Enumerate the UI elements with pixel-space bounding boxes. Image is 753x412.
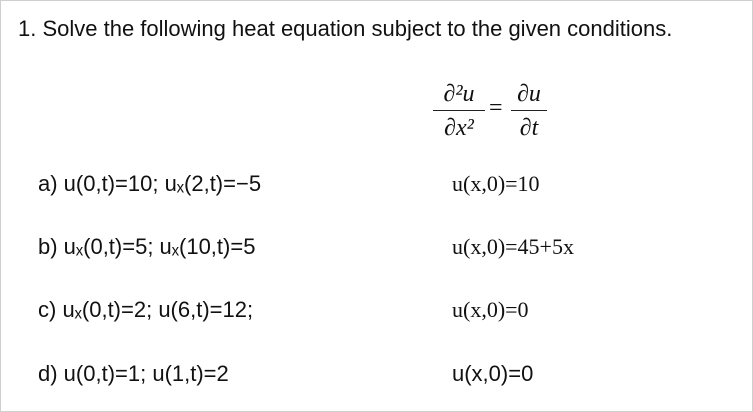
part-d-boundary: d) u(0,t)=1; u(1,t)=2 <box>38 361 229 386</box>
rhs-fraction-bar <box>511 110 547 111</box>
lhs-fraction-bar <box>433 110 485 111</box>
part-b-initial: u(x,0)=45+5x <box>452 234 574 259</box>
lhs-numerator: ∂²u <box>443 81 475 107</box>
part-a-initial: u(x,0)=10 <box>452 171 540 196</box>
heat-equation <box>433 80 545 144</box>
lhs-denominator: ∂x² <box>444 115 474 141</box>
part-b-boundary: b) uₓ(0,t)=5; uₓ(10,t)=5 <box>38 234 256 259</box>
part-a-boundary: a) u(0,t)=10; uₓ(2,t)=−5 <box>38 171 262 196</box>
part-d-initial: u(x,0)=0 <box>452 361 534 386</box>
lhs-fraction <box>433 80 485 142</box>
part-c-initial: u(x,0)=0 <box>452 297 529 322</box>
rhs-numerator: ∂u <box>517 81 541 107</box>
problem-title: 1. Solve the following heat equation subject to the given conditions. <box>18 16 673 41</box>
part-c-boundary: c) uₓ(0,t)=2; u(6,t)=12; <box>38 297 254 322</box>
equals-sign: = <box>489 95 503 121</box>
rhs-denominator: ∂t <box>519 115 539 141</box>
rhs-fraction <box>511 80 547 142</box>
